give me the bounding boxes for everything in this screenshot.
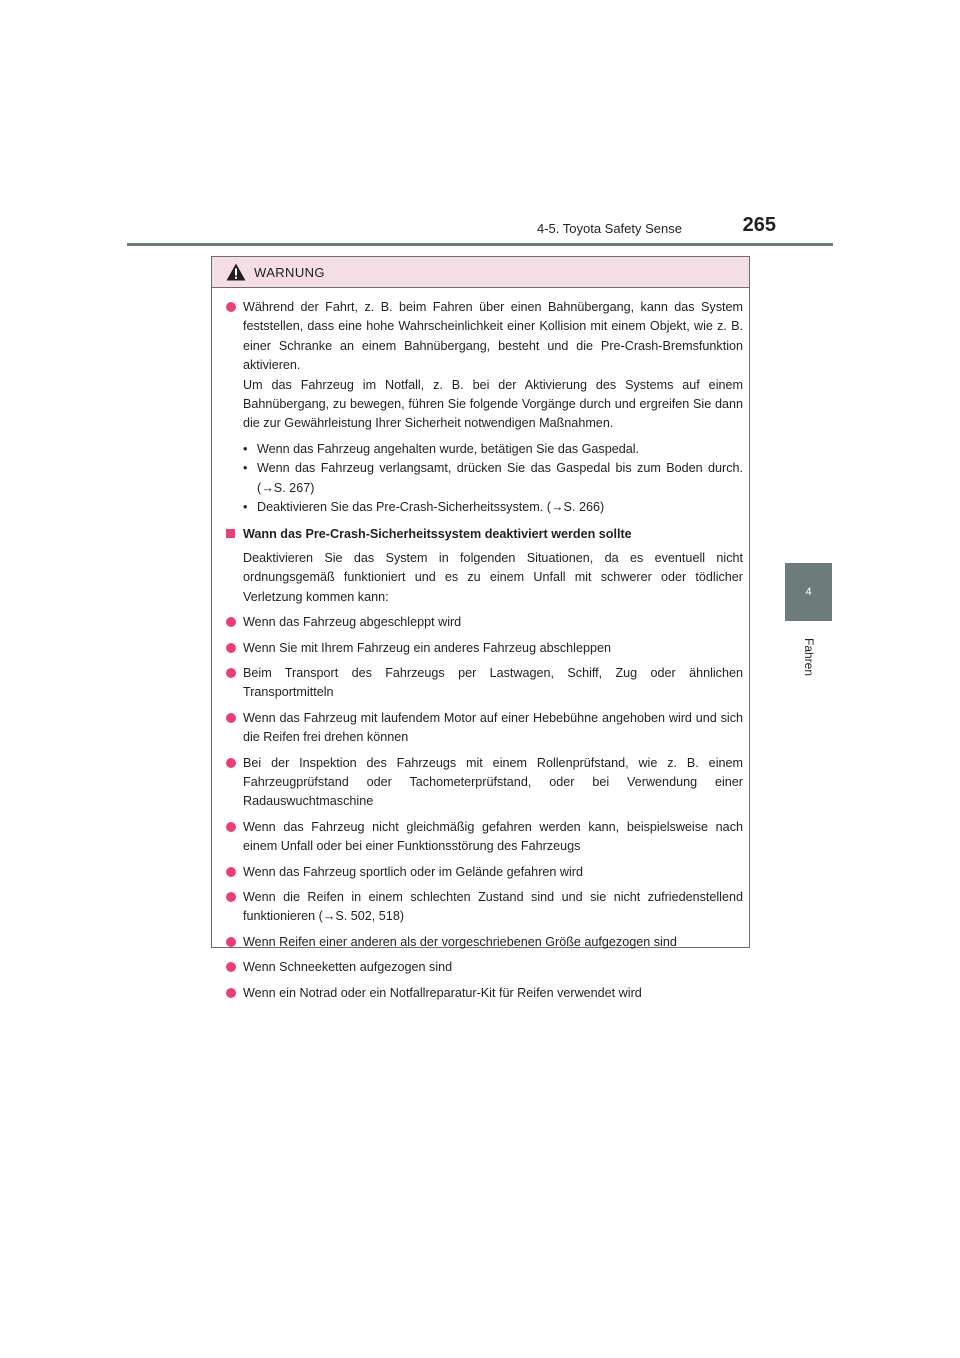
section-heading-text: Wann das Pre-Crash-Sicherheitssystem deaktiviert werden sollte: [243, 527, 632, 542]
bullet-dot-icon: [226, 892, 236, 902]
list-item-text: Wenn das Fahrzeug abgeschleppt wird: [243, 615, 462, 630]
list-item-text: Bei der Inspektion des Fahrzeugs mit einem Rollenprüfstand, wie z. B. einem Fahrzeugprüfstand oder Tachometerprüfstand, oder bei Verwendung einer Radauswuchtmaschine: [243, 755, 743, 809]
list-item-text: Beim Transport des Fahrzeugs per Lastwagen, Schiff, Zug oder ähnlichen Transportmitteln: [243, 665, 743, 700]
square-bullet-icon: [226, 529, 235, 538]
bullet-dot-icon: [226, 937, 236, 947]
chapter-label: Fahren: [802, 637, 816, 677]
list-item: [225, 613, 743, 632]
sub-list-item-text: Deaktivieren Sie das Pre-Crash-Sicherheitssystem. (→S. 266): [257, 500, 605, 515]
bullet-dot-icon: [226, 617, 236, 627]
page-number: 265: [742, 214, 776, 236]
list-item: [225, 664, 743, 703]
header-section-title: 4-5. Toyota Safety Sense: [536, 221, 682, 236]
bullet-dot-icon: [226, 302, 236, 312]
section-heading: [225, 525, 743, 544]
list-item-text: Wenn Schneeketten aufgezogen sind: [243, 960, 453, 975]
list-item-text: Wenn Sie mit Ihrem Fahrzeug ein anderes Fahrzeug abschleppen: [243, 640, 611, 655]
list-item: [225, 709, 743, 748]
warning-header: [212, 257, 749, 288]
warning-title: WARNUNG: [254, 264, 325, 280]
bullet-dot-icon: [226, 822, 236, 832]
list-item: [225, 863, 743, 882]
list-item: [225, 818, 743, 857]
list-item: [225, 933, 743, 952]
list-item-text: Wenn das Fahrzeug mit laufendem Motor auf einer Hebebühne angehoben wird und sich die Reifen frei drehen können: [243, 710, 743, 745]
chapter-tab: 4: [785, 563, 832, 621]
bullet-dot-icon: [226, 867, 236, 877]
paragraph: Während der Fahrt, z. B. beim Fahren über einen Bahnübergang, kann das System feststellen, dass eine hohe Wahrscheinlichkeit einer Kollision mit einem Objekt, wie z. B. einer Schranke an einem Bahnübergang, besteht und die Pre-Crash-Bremsfunktion aktivieren.: [243, 300, 743, 373]
sub-list-item-text: Wenn das Fahrzeug verlangsamt, drücken Sie das Gaspedal bis zum Boden durch. (→S. 267): [257, 461, 743, 495]
paragraph: Um das Fahrzeug im Notfall, z. B. bei der Aktivierung des Systems auf einem Bahnübergang, zu bewegen, führen Sie folgende Vorgänge durch und ergreifen Sie dann die zur Gewährleistung Ihrer Sicherheit notwendigen Maßnahmen.: [243, 377, 743, 431]
list-item: [225, 754, 743, 812]
list-item-text: Wenn ein Notrad oder ein Notfallreparatur-Kit für Reifen verwendet wird: [243, 985, 642, 1000]
bullet-dot-icon: [226, 643, 236, 653]
bullet-dot-icon: [226, 962, 236, 972]
list-item-text: Wenn Reifen einer anderen als der vorgeschriebenen Größe aufgezogen sind: [243, 934, 677, 949]
list-item-text: Wenn das Fahrzeug nicht gleichmäßig gefahren werden kann, beispielsweise nach einem Unfall oder bei einer Funktionsstörung des Fahrzeugs: [243, 819, 743, 854]
warning-body: [212, 288, 749, 1003]
list-item: [225, 958, 743, 977]
list-item: [225, 888, 743, 927]
sub-list-item: • Deaktivieren Sie das Pre-Crash-Sicherheitssystem. (→S. 266): [243, 500, 605, 515]
list-item-text: Wenn das Fahrzeug sportlich oder im Gelände gefahren wird: [243, 864, 583, 879]
bullet-dot-icon: [226, 668, 236, 678]
list-item: [225, 298, 743, 517]
sub-list-item-text: Wenn das Fahrzeug angehalten wurde, betätigen Sie das Gaspedal.: [257, 441, 640, 456]
list-item-text: Wenn die Reifen in einem schlechten Zustand sind und sie nicht zufriedenstellend funktionieren (→S. 502, 518): [243, 889, 743, 924]
page-header: [0, 0, 960, 250]
bullet-dot-icon: [226, 758, 236, 768]
bullet-dot-icon: [226, 988, 236, 998]
list-item: [225, 984, 743, 1003]
section-intro: Deaktivieren Sie das System in folgenden Situationen, da es eventuell nicht ordnungsgemäß funktioniert und es zu einem Unfall mit schwerer oder tödlicher Verletzung kommen kann:: [243, 550, 743, 604]
warning-triangle-icon: [226, 263, 246, 281]
sub-list-item: • Wenn das Fahrzeug verlangsamt, drücken Sie das Gaspedal bis zum Boden durch. (→S. 267): [243, 461, 743, 495]
warning-box: [211, 256, 750, 1000]
sub-list-item: • Wenn das Fahrzeug angehalten wurde, betätigen Sie das Gaspedal.: [243, 441, 640, 456]
sub-list: [243, 440, 743, 518]
list-item: [225, 639, 743, 658]
header-rule: [127, 243, 833, 246]
bullet-dot-icon: [226, 713, 236, 723]
